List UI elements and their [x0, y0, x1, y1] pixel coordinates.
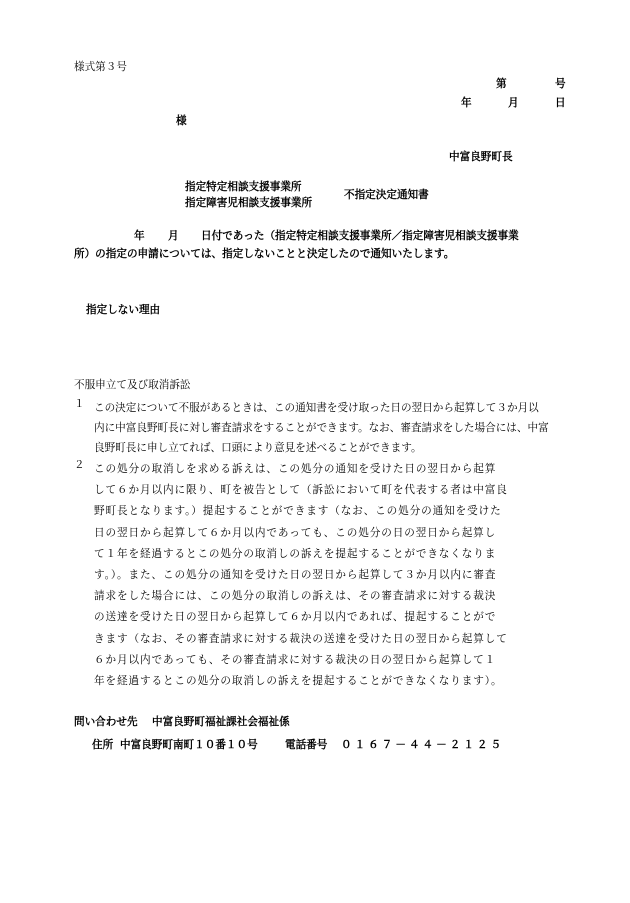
appeal-item-line: て１年を経過するとこの処分の取消しの訴えを提起することができなくなりま — [94, 547, 497, 560]
appeal-item-line: 年を経過するとこの処分の取消しの訴えを提起することができなくなります）。 — [94, 674, 503, 687]
appeal-item-line: 日の翌日から起算して６か月以内であっても、この処分の日の翌日から起算し — [94, 526, 497, 539]
office-type-1: 指定特定相談支援事業所 — [185, 181, 302, 193]
contact-address-label: 住所 — [92, 739, 114, 751]
appeal-item-line: この処分の取消しを求める訴えは、この処分の通知を受けた日の翌日から起算 — [94, 463, 497, 475]
appeal-item-line: して６か月以内に限り、町を被告として（訴訟において町を代表する者は中富良 — [94, 484, 508, 497]
number-go: 号 — [555, 78, 566, 90]
appeal-item-line: きます（なお、その審査請求に対する裁決の送達を受けた日の翌日から起算して — [94, 632, 508, 645]
appeal-item-line: この決定について不服があるときは、この通知書を受け取った日の翌日から起算して３か月以 — [94, 402, 539, 414]
form-number: 様式第３号 — [74, 61, 127, 73]
appeal-item-1 — [74, 398, 574, 458]
appeal-item-line: 野町長となります。）提起することができます（なお、この処分の通知を受けた — [94, 505, 502, 518]
appeal-item-line: 良野町長に申し立てれば、口頭により意見を述べることができます。 — [94, 442, 422, 454]
appeal-item-line: す。）。また、この処分の通知を受けた日の翌日から起算して３か月以内に審査 — [94, 568, 497, 581]
appeal-item-line: の送達を受けた日の翌日から起算して６か月以内であれば、提起することがで — [94, 611, 497, 624]
appeal-item-2 — [74, 459, 574, 692]
contact-label: 問い合わせ先 — [74, 716, 138, 728]
contact-department: 中富良野町福祉課社会福祉係 — [152, 716, 290, 728]
appeal-item-number: １ — [74, 398, 85, 410]
appeal-item-line: 内に中富良野町長に対し審査請求をすることができます。なお、審査請求をした場合には、中富 — [94, 422, 549, 434]
intro-month: 月 — [168, 230, 179, 242]
appeal-item-number: ２ — [74, 459, 85, 471]
office-type-2: 指定障害児相談支援事業所 — [185, 197, 313, 209]
date-month: 月 — [508, 97, 519, 109]
intro-line-1: 日付であった（指定特定相談支援事業所／指定障害児相談支援事業 — [201, 230, 519, 242]
recipient-suffix: 様 — [176, 115, 187, 127]
appeal-heading: 不服申立て及び取消訴訟 — [74, 379, 191, 391]
intro-year: 年 — [134, 230, 145, 242]
sender-name: 中富良野町長 — [449, 151, 513, 163]
number-dai: 第 — [496, 78, 507, 90]
appeal-item-line: ６か月以内であっても、その審査請求に対する裁決の日の翌日から起算して１ — [94, 653, 497, 666]
date-year: 年 — [461, 97, 472, 109]
contact-phone-label: 電話番号 — [285, 739, 328, 751]
date-day: 日 — [555, 97, 566, 109]
notice-title: 不指定決定通知書 — [344, 189, 429, 201]
reason-heading: 指定しない理由 — [86, 304, 161, 316]
intro-line-2: 所）の指定の申請については、指定しないことと決定したので通知いたします。 — [74, 248, 455, 260]
contact-address: 中富良野町南町１０番１０号 — [120, 739, 258, 751]
appeal-item-line: 請求をした場合には、この処分の取消しの訴えは、その審査請求に対する裁決 — [94, 590, 497, 603]
contact-phone: ０１６７－４４－２１２５ — [341, 739, 505, 751]
